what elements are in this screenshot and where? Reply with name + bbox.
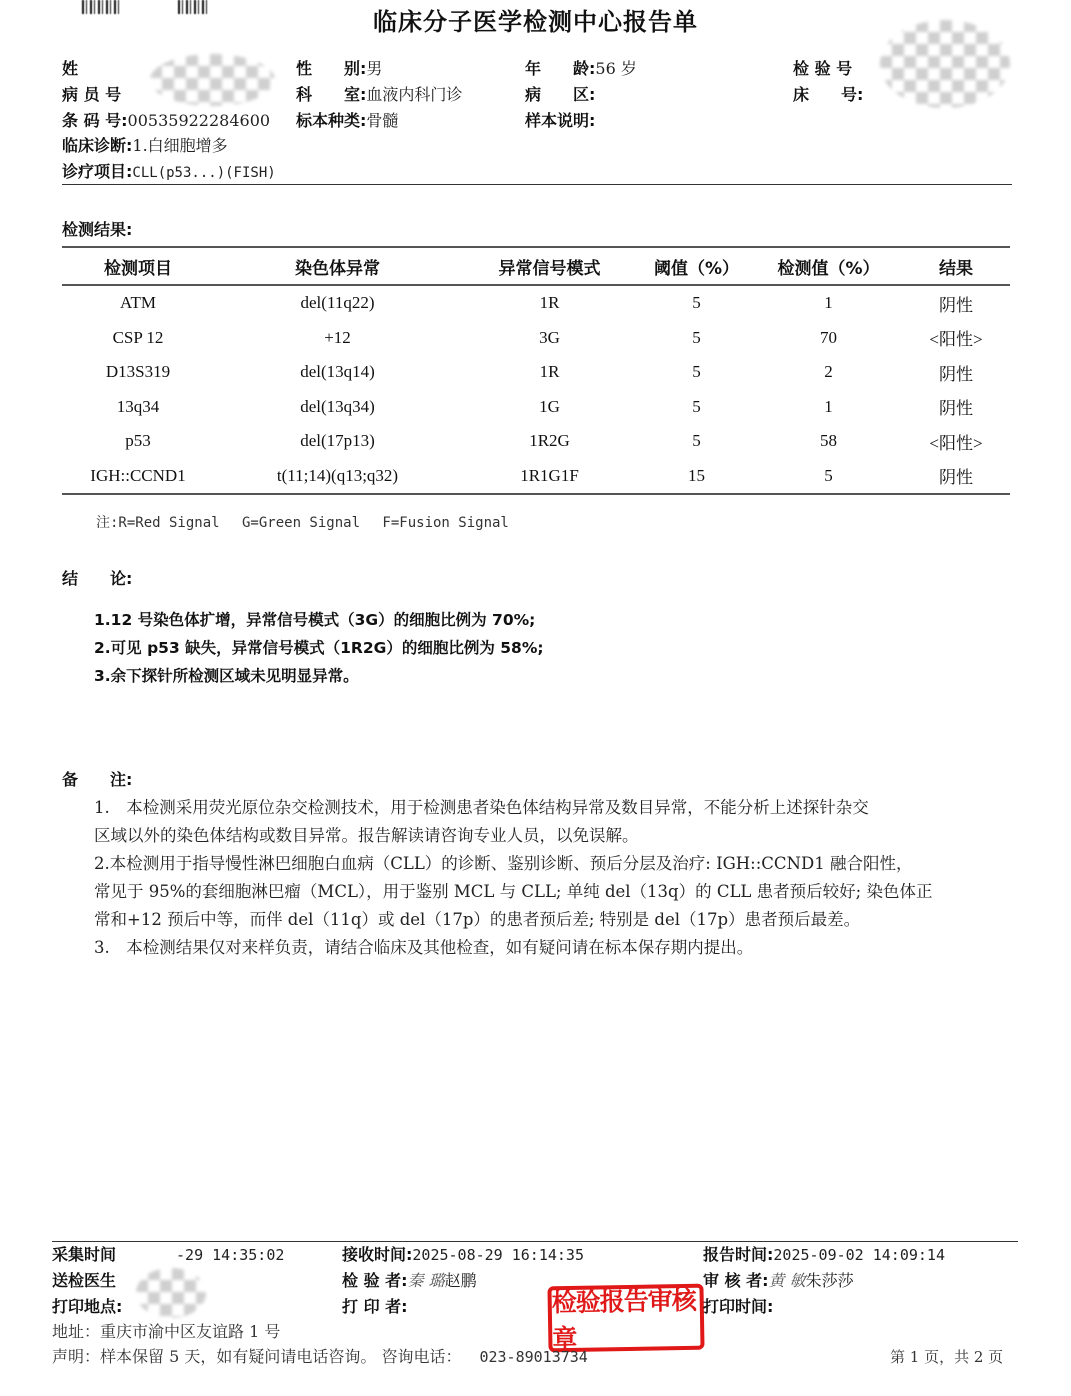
col-header: 检测值（%） bbox=[755, 247, 902, 285]
sex-value: 男 bbox=[366, 59, 383, 78]
table-cell: IGH::CCND1 bbox=[62, 459, 214, 495]
conclusion-list bbox=[94, 606, 544, 690]
table-cell: del(11q22) bbox=[300, 293, 375, 313]
table-cell: 阴性 bbox=[939, 364, 973, 384]
table-cell: ATM bbox=[120, 293, 156, 313]
table-cell: 3G bbox=[539, 327, 560, 347]
table-cell: 1G bbox=[539, 396, 560, 416]
field-receive-time: 接收时间:2025-08-29 16:14:35 bbox=[342, 1245, 584, 1264]
table-cell: 15 bbox=[638, 459, 755, 495]
table-cell: 阴性 bbox=[902, 459, 1010, 495]
table-cell: 5 bbox=[692, 293, 701, 313]
table-cell: del(17p13) bbox=[300, 431, 375, 451]
tester-signature: 秦 璐 bbox=[407, 1271, 445, 1290]
table-row bbox=[62, 390, 1010, 425]
table-cell: <阳性> bbox=[929, 433, 983, 453]
field-patient-id: 病 员 号 bbox=[62, 85, 122, 104]
field-referring-doctor: 送检医生 bbox=[52, 1271, 117, 1290]
field-report-time: 报告时间:2025-09-02 14:09:14 bbox=[703, 1245, 945, 1264]
col-header: 结果 bbox=[902, 247, 1010, 285]
table-cell: 1R bbox=[539, 362, 560, 382]
field-tester: 检 验 者:秦 璐赵鹏 bbox=[342, 1271, 477, 1290]
table-cell: 5 bbox=[692, 362, 701, 382]
remark-line: 3. 本检测结果仅对来样负责，请结合临床及其他检查，如有疑问请在标本保存期内提出。 bbox=[94, 938, 754, 957]
address-line: 地址：重庆市渝中区友谊路 1 号 bbox=[52, 1322, 281, 1341]
conclusion-heading: 结 论: bbox=[62, 569, 133, 588]
table-header-row bbox=[62, 247, 1010, 285]
table-row bbox=[62, 285, 1010, 321]
field-age: 年 龄:56 岁 bbox=[525, 59, 637, 78]
diagnosis-value: 1.白细胞增多 bbox=[132, 136, 228, 155]
table-row bbox=[62, 355, 1010, 390]
age-value: 56 岁 bbox=[595, 59, 637, 78]
table-row bbox=[62, 424, 1010, 459]
field-printer: 打 印 者: bbox=[342, 1297, 408, 1316]
field-reviewer: 审 核 者:黄 敏朱莎莎 bbox=[703, 1271, 854, 1290]
consult-phone: 023-89013734 bbox=[479, 1348, 588, 1366]
field-ward: 病 区: bbox=[525, 85, 596, 104]
conclusion-item: 2.可见 p53 缺失，异常信号模式（1R2G）的细胞比例为 58%; bbox=[94, 639, 544, 657]
table-cell: 1R bbox=[539, 293, 560, 313]
statement-line: 声明：样本保留 5 天，如有疑问请电话咨询。 咨询电话： 023-89013734 bbox=[52, 1347, 588, 1366]
field-sample-note: 样本说明: bbox=[525, 111, 596, 130]
specimen-value: 骨髓 bbox=[366, 111, 399, 130]
table-cell: +12 bbox=[324, 327, 351, 347]
col-header: 检测项目 bbox=[62, 247, 214, 285]
table-cell: 58 bbox=[820, 431, 837, 451]
table-cell: 阴性 bbox=[939, 399, 973, 419]
field-department: 科 室:血液内科门诊 bbox=[296, 85, 463, 104]
table-cell: 5 bbox=[755, 459, 902, 495]
remark-line: 2.本检测用于指导慢性淋巴细胞白血病（CLL）的诊断、鉴别诊断、预后分层及治疗: IGH::CCND1 融合阳性， bbox=[94, 854, 913, 873]
test-item-value: CLL(p53...)(FISH) bbox=[132, 165, 276, 181]
table-cell: 13q34 bbox=[116, 396, 160, 416]
field-barcode: 条 码 号:00535922284600 bbox=[62, 111, 271, 130]
reviewer-signature: 黄 敏 bbox=[768, 1271, 806, 1290]
table-cell: 2 bbox=[824, 362, 833, 382]
field-print-place: 打印地点: bbox=[52, 1297, 123, 1316]
table-row bbox=[62, 321, 1010, 356]
conclusion-item: 3.余下探针所检测区域未见明显异常。 bbox=[94, 667, 359, 685]
signal-legend-note: 注:R=Red Signal G=Green Signal F=Fusion Signal bbox=[96, 515, 509, 531]
table-cell: 1 bbox=[824, 396, 833, 416]
remarks-body bbox=[94, 794, 932, 962]
table-cell: 1 bbox=[824, 293, 833, 313]
table-cell: 阴性 bbox=[939, 295, 973, 315]
privacy-blur bbox=[880, 20, 1010, 108]
table-cell: CSP 12 bbox=[112, 327, 164, 347]
review-stamp: 检验报告审核章 bbox=[547, 1284, 704, 1353]
col-header: 阈值（%） bbox=[638, 247, 755, 285]
field-print-time: 打印时间: bbox=[703, 1297, 774, 1316]
table-row bbox=[62, 459, 1010, 495]
table-cell: 70 bbox=[820, 327, 837, 347]
header-divider bbox=[62, 184, 1012, 185]
results-heading: 检测结果: bbox=[62, 220, 133, 239]
department-value: 血液内科门诊 bbox=[366, 85, 463, 104]
table-cell: 5 bbox=[692, 327, 701, 347]
page-indicator: 第 1 页，共 2 页 bbox=[890, 1348, 1004, 1366]
remark-line: 1. 本检测采用荧光原位杂交检测技术，用于检测患者染色体结构异常及数目异常，不能分析上述探针杂交 bbox=[94, 798, 869, 817]
col-header: 染色体异常 bbox=[214, 247, 461, 285]
footer-divider bbox=[52, 1241, 1018, 1242]
table-cell: p53 bbox=[125, 431, 151, 451]
col-header: 异常信号模式 bbox=[461, 247, 638, 285]
remark-line: 常见于 95%的套细胞淋巴瘤（MCL），用于鉴别 MCL 与 CLL; 单纯 del（13q）的 CLL 患者预后较好; 染色体正 bbox=[94, 882, 933, 901]
remark-line: 区域以外的染色体结构或数目异常。报告解读请咨询专业人员，以免误解。 bbox=[94, 826, 639, 845]
barcode-value: 00535922284600 bbox=[127, 111, 271, 130]
field-sex: 性 别:男 bbox=[296, 59, 383, 78]
field-bed: 床 号: bbox=[793, 85, 864, 104]
field-test-number: 检 验 号 bbox=[793, 59, 853, 78]
field-specimen: 标本种类:骨髓 bbox=[296, 111, 399, 130]
field-diagnosis: 临床诊断:1.白细胞增多 bbox=[62, 136, 228, 155]
table-cell: D13S319 bbox=[105, 362, 171, 382]
remark-line: 常和+12 预后中等，而伴 del（11q）或 del（17p）的患者预后差; 特别是 del（17p）患者预后最差。 bbox=[94, 910, 861, 929]
field-name: 姓 bbox=[62, 59, 79, 78]
table-cell: del(13q34) bbox=[300, 396, 375, 416]
page-title: 临床分子医学检测中心报告单 bbox=[373, 8, 698, 36]
privacy-blur bbox=[150, 54, 275, 106]
conclusion-item: 1.12 号染色体扩增，异常信号模式（3G）的细胞比例为 70%; bbox=[94, 611, 536, 629]
remarks-heading: 备 注: bbox=[62, 770, 133, 789]
table-cell: <阳性> bbox=[929, 330, 983, 350]
table-cell: 5 bbox=[692, 431, 701, 451]
table-cell: 1R2G bbox=[529, 431, 570, 451]
privacy-blur bbox=[136, 1268, 206, 1318]
table-cell: 1R1G1F bbox=[461, 459, 638, 495]
field-test-item: 诊疗项目:CLL(p53...)(FISH) bbox=[62, 162, 276, 181]
table-cell: t(11;14)(q13;q32) bbox=[214, 459, 461, 495]
field-collect-time: 采集时间 -29 14:35:02 bbox=[52, 1245, 285, 1264]
table-cell: del(13q14) bbox=[300, 362, 375, 382]
results-table bbox=[62, 246, 1010, 495]
table-cell: 5 bbox=[692, 396, 701, 416]
